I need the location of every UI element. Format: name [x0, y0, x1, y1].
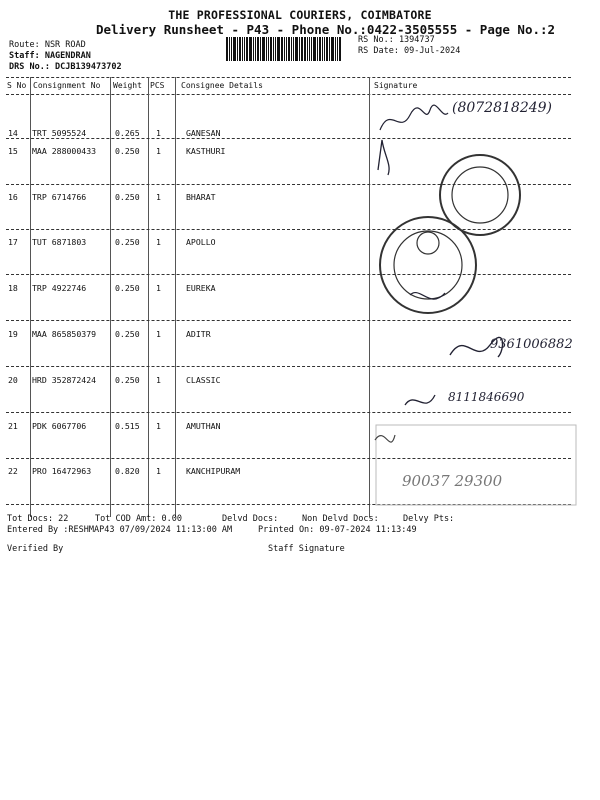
handwritten-phone: 9361006882 — [490, 337, 573, 352]
barcode-bar — [270, 37, 272, 61]
barcode-bar — [253, 37, 254, 61]
barcode-bar — [313, 37, 316, 61]
barcode-bar — [237, 37, 238, 61]
barcode-bar — [319, 37, 321, 61]
signature-scribble — [405, 395, 435, 405]
row-consignee: EUREKA — [186, 283, 216, 293]
row-consignment: PDK 6067706 — [32, 421, 87, 431]
delivery-points: Delvy Pts: — [403, 514, 455, 524]
barcode-bar — [331, 37, 334, 61]
row-consignment: PRO 16472963 — [32, 466, 92, 476]
barcode-bar — [246, 37, 248, 61]
rs-number: RS No.: 1394737 — [358, 35, 435, 45]
barcode-bar — [322, 37, 323, 61]
signature-scribble — [410, 293, 445, 300]
barcode-bar — [226, 37, 228, 61]
barcode-bar — [293, 37, 294, 61]
barcode-bar — [317, 37, 318, 61]
drs-number: DRS No.: DCJB139473702 — [9, 62, 122, 72]
barcode-bar — [233, 37, 236, 61]
row-consignee: GANESAN — [186, 128, 221, 138]
row-consignee: APOLLO — [186, 237, 216, 247]
barcode-bar — [255, 37, 256, 61]
barcode-bar — [249, 37, 252, 61]
barcode-bar — [268, 37, 269, 61]
row-pcs: 1 — [156, 329, 161, 339]
row-sno: 14 — [8, 128, 18, 138]
delivered-docs: Delvd Docs: — [222, 514, 279, 524]
column-header-pcs: PCS — [150, 81, 165, 90]
row-consignment: HRD 352872424 — [32, 375, 97, 385]
barcode-bar — [281, 37, 283, 61]
barcode-bar — [335, 37, 336, 61]
row-consignment: TRT 5095524 — [32, 128, 87, 138]
barcode-bar — [307, 37, 308, 61]
row-pcs: 1 — [156, 146, 161, 156]
barcode-bar — [257, 37, 259, 61]
barcode-bar — [304, 37, 306, 61]
barcode-bar — [284, 37, 285, 61]
runsheet-subtitle: Delivery Runsheet - P43 - Phone No.:0422-3505555 - Page No.:2 — [96, 22, 556, 37]
barcode-bar — [273, 37, 274, 61]
total-cod: Tot COD Amt: 0.00 — [95, 514, 182, 524]
stamp-ring — [417, 232, 439, 254]
column-divider — [30, 77, 31, 517]
barcode-bar — [266, 37, 267, 61]
row-pcs: 1 — [156, 237, 161, 247]
staff-label: Staff: NAGENDRAN — [9, 51, 91, 61]
barcode — [226, 37, 352, 61]
barcode-bar — [262, 37, 265, 61]
row-sno: 19 — [8, 329, 18, 339]
row-weight: 0.265 — [115, 128, 140, 138]
faded-stamp — [376, 425, 576, 505]
barcode-bar — [329, 37, 330, 61]
handwritten-phone: (8072818249) — [452, 100, 552, 116]
row-consignment: MAA 288000433 — [32, 146, 97, 156]
signature-scribble — [378, 140, 389, 175]
row-weight: 0.250 — [115, 329, 140, 339]
total-docs: Tot Docs: 22 — [7, 514, 69, 524]
row-pcs: 1 — [156, 421, 161, 431]
row-consignment: MAA 865850379 — [32, 329, 97, 339]
barcode-bar — [339, 37, 341, 61]
barcode-bar — [311, 37, 312, 61]
barcode-bar — [299, 37, 300, 61]
row-consignee: KASTHURI — [186, 146, 226, 156]
company-title: THE PROFESSIONAL COURIERS, COIMBATORE — [168, 8, 432, 22]
column-header-sno: S No — [7, 81, 27, 90]
barcode-bar — [277, 37, 280, 61]
row-sno: 17 — [8, 237, 18, 247]
row-weight: 0.250 — [115, 283, 140, 293]
row-consignment: TRP 6714766 — [32, 192, 87, 202]
row-consignment: TRP 4922746 — [32, 283, 87, 293]
signature-scribble — [380, 105, 448, 130]
row-consignment: TUT 6871803 — [32, 237, 87, 247]
row-weight: 0.515 — [115, 421, 140, 431]
column-header-consignment: Consignment No — [33, 81, 101, 90]
barcode-bar — [244, 37, 245, 61]
row-sno: 22 — [8, 466, 18, 476]
barcode-bar — [337, 37, 338, 61]
barcode-bar — [309, 37, 310, 61]
header-top-rule — [6, 77, 571, 78]
handwritten-phone: 8111846690 — [448, 390, 525, 404]
row-weight: 0.250 — [115, 237, 140, 247]
barcode-bar — [275, 37, 276, 61]
row-sno: 20 — [8, 375, 18, 385]
barcode-bar — [324, 37, 325, 61]
row-consignee: CLASSIC — [186, 375, 221, 385]
signature-scribble — [375, 435, 395, 442]
row-weight: 0.250 — [115, 192, 140, 202]
row-consignee: AMUTHAN — [186, 421, 221, 431]
row-weight: 0.250 — [115, 375, 140, 385]
handwritten-phone: 90037 29300 — [402, 472, 503, 490]
row-sno: 16 — [8, 192, 18, 202]
stamp-ring — [394, 231, 462, 299]
column-divider — [110, 77, 111, 517]
stamp-ring — [452, 167, 508, 223]
barcode-bar — [229, 37, 230, 61]
column-divider — [148, 77, 149, 517]
row-pcs: 1 — [156, 466, 161, 476]
row-consignee: KANCHIPURAM — [186, 466, 241, 476]
column-header-weight: Weight — [113, 81, 142, 90]
staff-signature: Staff Signature — [268, 544, 345, 554]
row-consignee: ADITR — [186, 329, 211, 339]
non-delivered-docs: Non Delvd Docs: — [302, 514, 379, 524]
barcode-bar — [286, 37, 287, 61]
barcode-bar — [326, 37, 328, 61]
barcode-bar — [231, 37, 232, 61]
row-consignee: BHARAT — [186, 192, 216, 202]
column-header-signature: Signature — [374, 81, 418, 90]
barcode-bar — [260, 37, 261, 61]
row-sno: 21 — [8, 421, 18, 431]
row-pcs: 1 — [156, 128, 161, 138]
verified-by: Verified By — [7, 544, 64, 554]
row-pcs: 1 — [156, 375, 161, 385]
row-sno: 15 — [8, 146, 18, 156]
barcode-bar — [291, 37, 292, 61]
column-header-consignee: Consignee Details — [181, 81, 263, 90]
barcode-bar — [242, 37, 243, 61]
barcode-bar — [295, 37, 298, 61]
row-sno: 18 — [8, 283, 18, 293]
rs-date: RS Date: 09-Jul-2024 — [358, 46, 461, 56]
column-divider — [175, 77, 176, 517]
row-pcs: 1 — [156, 283, 161, 293]
route-label: Route: NSR ROAD — [9, 40, 86, 50]
barcode-bar — [239, 37, 241, 61]
entered-by: Entered By :RESHMAP43 07/09/2024 11:13:00 AM — [7, 525, 233, 535]
row-pcs: 1 — [156, 192, 161, 202]
barcode-bar — [288, 37, 290, 61]
printed-on: Printed On: 09-07-2024 11:13:49 — [258, 525, 417, 535]
row-weight: 0.820 — [115, 466, 140, 476]
barcode-bar — [301, 37, 303, 61]
row-weight: 0.250 — [115, 146, 140, 156]
signatures-area — [370, 95, 600, 525]
